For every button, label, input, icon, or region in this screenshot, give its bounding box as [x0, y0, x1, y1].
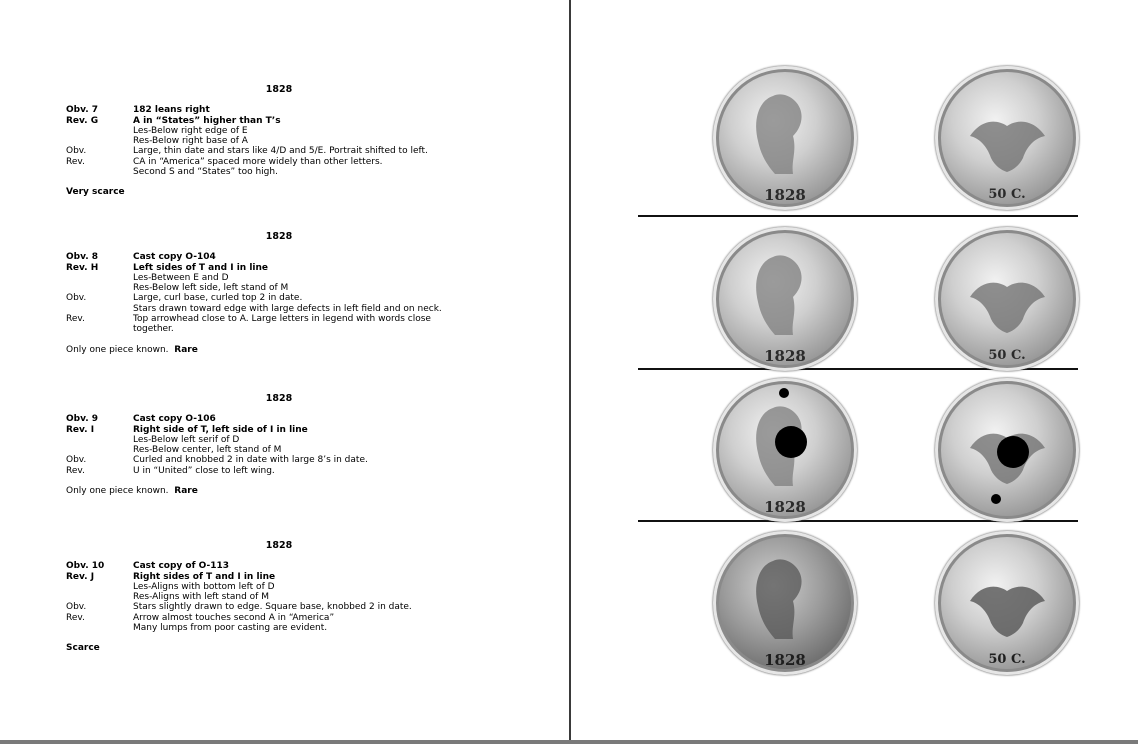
obverse-label: Obv. 10	[66, 561, 105, 572]
obverse-coin-photo	[713, 227, 857, 371]
coin-row-divider	[638, 215, 1078, 217]
punched-hole	[775, 426, 807, 458]
rev-desc-label: Rev.	[66, 314, 85, 325]
obverse-title: Cast copy O-104	[133, 252, 216, 263]
reverse-coin-photo	[935, 227, 1079, 371]
coin-denomination: 50 C.	[988, 348, 1026, 363]
reverse-coin-photo	[935, 378, 1079, 522]
rarity: Very scarce	[66, 187, 125, 198]
res-note: Res-Below left side, left stand of M	[133, 283, 289, 294]
coin-date: 1828	[764, 186, 806, 204]
rev-desc-label: Rev.	[66, 465, 85, 476]
res-note: Res-Below center, left stand of M	[133, 445, 282, 456]
rev-description: CA in “America” spaced more widely than other letters.	[133, 156, 383, 167]
obv-desc-label: Obv.	[66, 602, 87, 613]
res-note: Res-Aligns with left stand of M	[133, 592, 269, 603]
obv-desc-label: Obv.	[66, 455, 87, 466]
les-note: Les-Aligns with bottom left of D	[133, 581, 275, 592]
small-hole	[779, 388, 789, 398]
reverse-label: Rev. G	[66, 115, 99, 126]
rev-description: U in “United” close to left wing.	[133, 465, 275, 476]
left-page	[0, 0, 569, 742]
variety-entry-obv7	[66, 85, 506, 198]
reverse-title: A in “States” higher than T’s	[133, 115, 281, 126]
obv-desc-label: Obv.	[66, 146, 87, 157]
bottom-scroll-edge	[0, 740, 1138, 744]
obverse-label: Obv. 7	[66, 105, 99, 116]
obverse-coin-photo	[713, 531, 857, 675]
reverse-title: Right sides of T and I in line	[133, 571, 276, 582]
obverse-title: Cast copy O-106	[133, 414, 216, 425]
coin-date: 1828	[764, 651, 806, 669]
obv-description-2: Stars drawn toward edge with large defects in left field and on neck.	[133, 303, 442, 314]
coin-denomination: 50 C.	[988, 187, 1026, 202]
les-note: Les-Between E and D	[133, 272, 229, 283]
variety-entry-obv10	[66, 541, 506, 654]
entry-year: 1828	[265, 231, 293, 242]
obv-desc-label: Obv.	[66, 293, 87, 304]
obv-description: Curled and knobbed 2 in date with large 8’s in date.	[133, 455, 368, 466]
rev-description-2: together.	[133, 324, 174, 335]
small-hole	[991, 494, 1001, 504]
reverse-coin-photo	[935, 66, 1079, 210]
obverse-label: Obv. 8	[66, 252, 99, 263]
rev-desc-label: Rev.	[66, 156, 85, 167]
reverse-label: Rev. J	[66, 571, 95, 582]
obverse-title: 182 leans right	[133, 105, 210, 116]
reverse-title: Right side of T, left side of I in line	[133, 424, 308, 435]
obverse-title: Cast copy of O-113	[133, 561, 230, 572]
coin-denomination: 50 C.	[988, 652, 1026, 667]
rarity: Scarce	[66, 643, 100, 654]
coin-date: 1828	[764, 498, 806, 516]
coin-date: 1828	[764, 347, 806, 365]
variety-entry-obv9	[66, 394, 506, 496]
reverse-title: Left sides of T and I in line	[133, 262, 269, 273]
res-note: Res-Below right base of A	[133, 136, 248, 147]
obv-description: Large, thin date and stars like 4/D and 5/E. Portrait shifted to left.	[133, 146, 428, 157]
rev-description-2: Many lumps from poor casting are evident.	[133, 623, 328, 634]
punched-hole	[997, 436, 1029, 468]
entry-year: 1828	[265, 84, 293, 95]
variety-entry-obv8	[66, 232, 506, 355]
reverse-label: Rev. H	[66, 262, 99, 273]
rev-desc-label: Rev.	[66, 612, 85, 623]
reverse-coin-photo	[935, 531, 1079, 675]
obv-description: Large, curl base, curled top 2 in date.	[133, 293, 303, 304]
rarity: Rare	[174, 344, 198, 355]
reverse-label: Rev. I	[66, 424, 95, 435]
rev-description: Arrow almost touches second A in “America”	[133, 612, 335, 623]
rarity: Rare	[174, 486, 198, 497]
les-note: Les-Below right edge of E	[133, 125, 248, 136]
rev-description-2: Second S and “States” too high.	[133, 167, 278, 178]
rarity-note: Only one piece known.	[66, 486, 169, 497]
obverse-label: Obv. 9	[66, 414, 99, 425]
les-note: Les-Below left serif of D	[133, 434, 240, 445]
entry-year: 1828	[265, 540, 293, 551]
obverse-coin-photo	[713, 66, 857, 210]
obv-description: Stars slightly drawn to edge. Square base, knobbed 2 in date.	[133, 602, 412, 613]
rev-description: Top arrowhead close to A. Large letters in legend with words close	[133, 314, 431, 325]
entry-year: 1828	[265, 393, 293, 404]
obverse-coin-photo	[713, 378, 857, 522]
rarity-note: Only one piece known.	[66, 344, 169, 355]
